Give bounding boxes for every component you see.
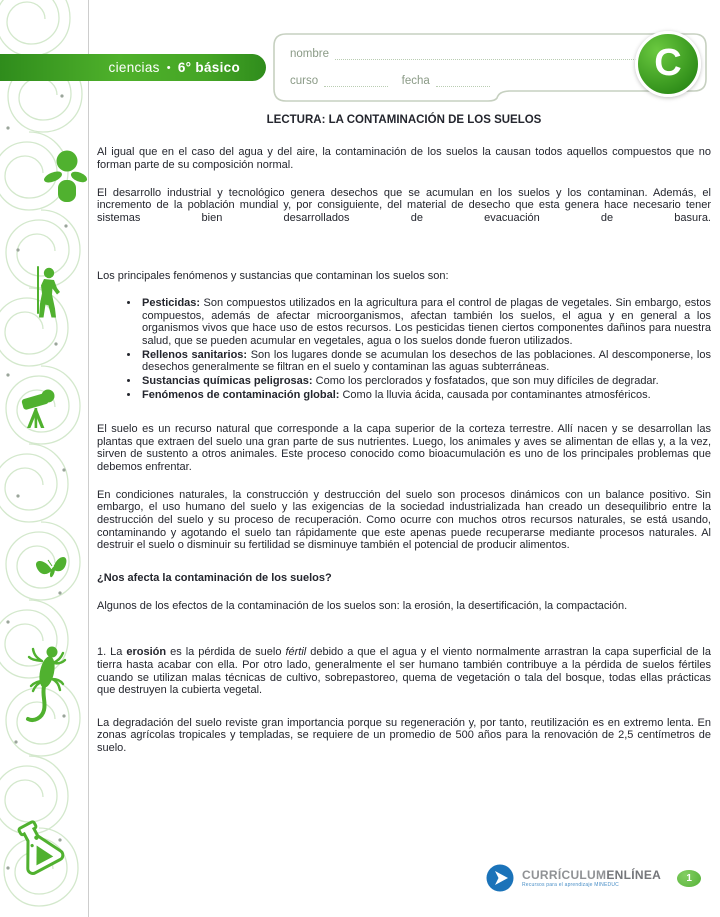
contaminants-list: [97, 297, 711, 401]
soil-paragraph: El suelo es un recurso natural que corresponde a la capa superior de la corteza terrestre. Allí nacen y se desarrollan las plantas que extraen del suelo una gran parte de sus nutrientes. Luego, los animales y aves se alimentan de ellas y, a la vez, sirven de sustento a otros animales. Este proceso conocido como bioacumulación es uno de los principales problemas que debemos enfrentar.: [97, 423, 711, 474]
balance-paragraph: En condiciones naturales, la construcción y destrucción del suelo son procesos dinámicos con un balance positivo. Sin embargo, el uso humano del suelo y las exigencias de la sociedad industrializada han creado un desequilibrio entre la destrucción del suelo y su proceso de recuperación. Como ocurre con muchos otros recursos naturales, se está usando, contaminando y agotando el suelo tan rápidamente que este apenas puede recuperarse mediante procesos naturales. Al destruir el suelo o disminuir su fertilidad se disminuye también el potencial de producir alimentos.: [97, 488, 711, 552]
hiker-icon: [37, 266, 60, 318]
fecha-field-line[interactable]: [436, 73, 490, 87]
curriculum-brand[interactable]: [522, 869, 661, 888]
gecko-icon: [28, 647, 65, 720]
question-heading: ¿Nos afecta la contaminación de los suelos?: [97, 571, 332, 584]
curriculum-arrow-icon: [486, 864, 514, 892]
brand-logo-letter: C: [654, 41, 682, 84]
list-item: [140, 389, 711, 402]
brand-logo-c: [635, 31, 701, 97]
effects-intro-paragraph: Algunos de los efectos de la contaminación de los suelos son: la erosión, la desertificación, la compactación.: [97, 599, 628, 612]
spiral-pattern: [0, 0, 82, 906]
bullet-label: Sustancias químicas peligrosas:: [142, 374, 313, 387]
bullet-text: Son compuestos utilizados en la agricultura para el control de plagas de vegetales. Sin embargo, estos compuestos, además de afectar microorganismos, afectan también los suelos, el agua y en general a los organismos vivos que hace uso de estos recursos. Los pesticidas tienen ciertos componentes dañinos para nuestra salud, que se pueden acumular en vegetales, agua o los suelos donde fueron utilizados.: [142, 297, 711, 347]
page-title: LECTURA: LA CONTAMINACIÓN DE LOS SUELOS: [266, 114, 542, 126]
bullet-text: Como la lluvia ácida, causada por contaminantes atmosféricos.: [342, 388, 651, 401]
page-number-badge: 1: [677, 870, 701, 887]
bullet-label: Rellenos sanitarios:: [142, 348, 248, 361]
brand-name: CURRÍCULUMENLÍNEA: [522, 867, 662, 882]
bullet-text: Como los perclorados y fosfatados, que son muy difíciles de degradar.: [315, 374, 659, 387]
decorative-sidebar: [0, 0, 88, 917]
erosion-paragraph: 1. La erosión es la pérdida de suelo fértil debido a que el agua y el viento normalmente arrastran la capa superficial de la tierra hasta acabar con ella. Por otro lado, generalmente el ser humano también contribuye a la pérdida de suelos fértiles cuando se utilizan malas técnicas de cultivo, sobrepastoreo, quema de vegetación o tala del bosque, todas ellas prácticas que destruyen la cubierta vegetal.: [97, 646, 711, 697]
list-lead-paragraph: Los principales fenómenos y sustancias que contaminan los suelos son:: [97, 270, 449, 283]
fecha-label: fecha: [401, 75, 430, 87]
spiral-dots: [6, 94, 67, 869]
bullet-text: Son los lugares donde se acumulan los desechos de las poblaciones. Al descomponerse, los desechos generalmente se filtran en el suelo y contaminan las aguas subterráneas.: [142, 348, 711, 374]
telescope-icon: [21, 390, 54, 429]
bullet-label: Fenómenos de contaminación global:: [142, 388, 340, 401]
list-item: [140, 375, 711, 388]
subject-banner: [0, 54, 266, 81]
intro-paragraph-1: Al igual que en el caso del agua y del aire, la contaminación de los suelos la causan todos aquellos compuestos que no forman parte de su composición normal.: [97, 146, 711, 171]
banner-subject: ciencias: [108, 60, 160, 75]
sprout-icon: [43, 151, 88, 203]
curso-field-line[interactable]: [324, 73, 388, 87]
document-body: [97, 114, 711, 755]
bullet-label: Pesticidas:: [142, 297, 201, 310]
brand-tagline: Recursos para el aprendizaje MINEDUC: [522, 881, 619, 888]
intro-paragraph-2: El desarrollo industrial y tecnológico genera desechos que se acumulan en los suelos y los contaminan. Además, el incremento de la población mundial y, por consiguiente, del material de desecho que esta genera hace necesario tener sistemas bien desarrollados de evacuación de basura.: [97, 186, 711, 224]
butterfly-icon: [36, 557, 66, 578]
list-item: [140, 297, 711, 348]
curso-label: curso: [290, 75, 319, 87]
list-item: [140, 349, 711, 374]
degradation-paragraph: La degradación del suelo reviste gran importancia porque su regeneración y, por tanto, reutilización es en extremo lenta. En zonas agrícolas tropicales y templadas, se requiere de un promedio de 500 años para la renovación de 2,5 centímetros de suelo.: [97, 716, 711, 755]
curso-fecha-fields: [290, 73, 490, 87]
banner-separator: •: [166, 61, 171, 74]
banner-grade: 6° básico: [177, 60, 240, 75]
nombre-label: nombre: [290, 48, 329, 60]
sidebar-divider-line: [88, 0, 89, 917]
footer: [486, 864, 701, 892]
